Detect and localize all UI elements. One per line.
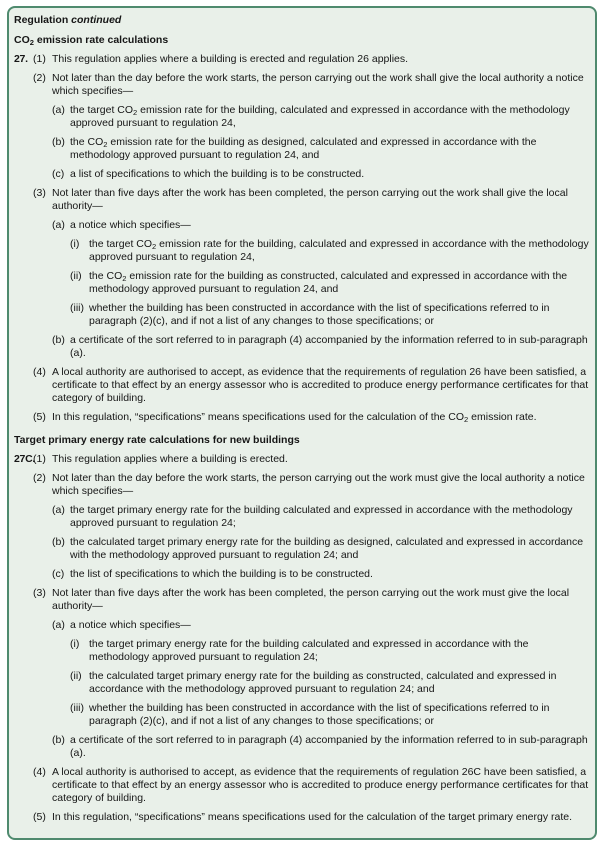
item-marker: (3): [33, 587, 46, 599]
regulation-item: [70, 302, 589, 328]
item-body: [70, 504, 589, 530]
regulation-items: [33, 453, 589, 824]
regulation-item: [52, 168, 589, 181]
item-marker: (2): [33, 472, 46, 484]
subscript: 2: [133, 107, 138, 117]
item-body: [89, 638, 589, 664]
item-text: Not later than the day before the work starts, the person carrying out the work must give the local authority a notice which specifies—: [52, 472, 585, 497]
item-body: [70, 136, 589, 162]
item-text: a list of specifications to which the building is to be constructed.: [70, 168, 365, 180]
regulation-item: [52, 734, 589, 760]
item-body: [70, 104, 589, 130]
item-body: [70, 568, 589, 581]
item-body: [89, 270, 589, 296]
item-row: [33, 811, 589, 824]
item-row: [33, 187, 589, 360]
regulation-item: [52, 219, 589, 328]
item-body: [89, 702, 589, 728]
item-row: [52, 568, 589, 581]
regulation-item: [33, 53, 589, 66]
regulation-item: [52, 334, 589, 360]
item-marker: (5): [33, 411, 46, 423]
item-body: [52, 766, 589, 805]
regulation-item: [33, 187, 589, 360]
regulation-item: [52, 568, 589, 581]
item-body: [52, 411, 589, 424]
item-marker: (a): [52, 619, 65, 631]
item-text: A local authority is authorised to accept, as evidence that the requirements of regulation 26C have been satisfied, a certificate to that effect by an energy assessor who is accredited to produce energy performance certificates for that category of building.: [52, 766, 589, 804]
item-body: [52, 366, 589, 405]
item-text: the target $CO_2$ emission rate for the building, calculated and expressed in accordance with the methodology approved pursuant to regulation 24,: [89, 238, 589, 263]
item-row: [33, 366, 589, 405]
item-marker: (iii): [70, 302, 84, 314]
item-body: [70, 334, 589, 360]
item-text: the calculated target primary energy rate for the building as designed, calculated and expressed in accordance with the methodology approved pursuant to regulation 24; and: [70, 536, 584, 561]
item-text: the calculated target primary energy rate for the building as constructed, calculated and expressed in accordance with the methodology approved pursuant to regulation 24; and: [89, 670, 557, 695]
item-text: Not later than five days after the work has been completed, the person carrying out the work shall give the local authority—: [52, 187, 568, 212]
item-marker: (b): [52, 334, 65, 346]
item-marker: (c): [52, 568, 65, 580]
item-body: [70, 734, 589, 760]
item-text: a certificate of the sort referred to in paragraph (4) accompanied by the information referred to in sub-paragraph (a).: [70, 734, 588, 759]
item-row: [33, 53, 589, 66]
item-marker: (2): [33, 72, 46, 84]
section-body: [14, 53, 589, 424]
item-marker: (b): [52, 136, 65, 148]
regulation-item: [33, 587, 589, 760]
item-body: [52, 453, 589, 466]
item-marker: (5): [33, 811, 46, 823]
item-row: [70, 238, 589, 264]
regulation-item: [33, 366, 589, 405]
item-text: a notice which specifies—: [70, 619, 191, 631]
item-row: [33, 453, 589, 466]
item-marker: (ii): [70, 270, 82, 282]
item-marker: (i): [70, 638, 80, 650]
item-text: a certificate of the sort referred to in paragraph (4) accompanied by the information referred to in sub-paragraph (a).: [70, 334, 588, 359]
item-row: [52, 334, 589, 360]
panel-header-label: Regulation: [14, 14, 69, 26]
item-text: In this regulation, “specifications” means specifications used for the calculation of the target primary energy rate.: [52, 811, 573, 823]
item-marker: (a): [52, 219, 65, 231]
item-text: This regulation applies where a building is erected and regulation 26 applies.: [52, 53, 409, 65]
item-row: [33, 472, 589, 581]
section-heading: Target primary energy rate calculations for new buildings: [14, 434, 300, 446]
item-row: [52, 504, 589, 530]
item-row: [70, 670, 589, 696]
item-row: [70, 270, 589, 296]
regulation-item: [33, 472, 589, 581]
regulation-item: [70, 638, 589, 664]
regulation-panel: [7, 6, 597, 840]
subscript: 2: [152, 241, 157, 251]
regulation-item: [70, 270, 589, 296]
regulation-item: [70, 670, 589, 696]
item-text: This regulation applies where a building is erected.: [52, 453, 288, 465]
item-row: [33, 766, 589, 805]
subscript: 2: [122, 273, 127, 283]
item-row: [52, 536, 589, 562]
section-heading: $CO_2$ emission rate calculations: [14, 34, 169, 47]
item-body: [70, 219, 589, 328]
regulation-item: [33, 811, 589, 824]
item-marker: (1): [33, 53, 46, 65]
item-body: [52, 472, 589, 581]
regulation-item: [52, 104, 589, 130]
item-text: the $CO_2$ emission rate for the building as designed, calculated and expressed in accordance with the methodology approved pursuant to regulation 24, and: [70, 136, 537, 161]
regulation-item: [33, 453, 589, 466]
item-marker: (b): [52, 734, 65, 746]
item-row: [52, 219, 589, 328]
item-body: [52, 811, 589, 824]
item-row: [52, 619, 589, 728]
regulation-item: [52, 136, 589, 162]
item-body: [52, 587, 589, 760]
item-text: whether the building has been constructed in accordance with the list of specifications referred to in paragraph (2)(c), and if not a list of any changes to those specifications; or: [89, 702, 550, 727]
item-text: the list of specifications to which the building is to be constructed.: [70, 568, 373, 580]
item-text: the $CO_2$ emission rate for the building as constructed, calculated and expressed in accordance with the methodology approved pursuant to regulation 24, and: [89, 270, 568, 295]
item-marker: (iii): [70, 702, 84, 714]
item-row: [70, 702, 589, 728]
item-marker: (4): [33, 766, 46, 778]
item-text: In this regulation, “specifications” means specifications used for the calculation of the $CO_2$ emission rate.: [52, 411, 537, 424]
section-body: [14, 453, 589, 824]
item-text: the target primary energy rate for the building calculated and expressed in accordance with the methodology approved pursuant to regulation 24;: [70, 504, 573, 529]
regulation-item: [70, 702, 589, 728]
item-body: [70, 536, 589, 562]
item-marker: (4): [33, 366, 46, 378]
item-row: [33, 587, 589, 760]
item-body: [89, 670, 589, 696]
item-row: [70, 302, 589, 328]
item-body: [89, 302, 589, 328]
item-marker: (1): [33, 453, 46, 465]
item-text: the target $CO_2$ emission rate for the building, calculated and expressed in accordance with the methodology approved pursuant to regulation 24,: [70, 104, 570, 129]
item-marker: (c): [52, 168, 65, 180]
regulation-body: [14, 34, 589, 824]
item-text: Not later than the day before the work starts, the person carrying out the work shall give the local authority a notice which specifies—: [52, 72, 584, 97]
item-row: [52, 734, 589, 760]
regulation-items: [33, 53, 589, 424]
regulation-item: [33, 411, 589, 424]
item-row: [52, 168, 589, 181]
item-row: [33, 411, 589, 424]
subscript: 2: [29, 37, 34, 47]
item-body: [70, 168, 589, 181]
item-marker: (a): [52, 504, 65, 516]
regulation-item: [33, 72, 589, 181]
panel-header: [14, 14, 589, 27]
item-body: [52, 53, 589, 66]
regulation-item: [52, 536, 589, 562]
item-row: [70, 638, 589, 664]
regulation-item: [33, 766, 589, 805]
regulation-number: 27.: [14, 53, 28, 65]
panel-header-continued: continued: [71, 14, 122, 26]
item-row: [33, 72, 589, 181]
item-marker: (a): [52, 104, 65, 116]
item-body: [89, 238, 589, 264]
item-marker: (i): [70, 238, 80, 250]
item-text: A local authority are authorised to accept, as evidence that the requirements of regulation 26 have been satisfied, a certificate to that effect by an energy assessor who is accredited to produce energy performance certificates for that category of building.: [52, 366, 589, 404]
item-text: the target primary energy rate for the building calculated and expressed in accordance with the methodology approved pursuant to regulation 24;: [89, 638, 529, 663]
regulation-item: [52, 504, 589, 530]
item-marker: (3): [33, 187, 46, 199]
subscript: 2: [103, 139, 108, 149]
item-marker: (ii): [70, 670, 82, 682]
subscript: 2: [464, 414, 469, 424]
item-text: Not later than five days after the work has been completed, the person carrying out the work must give the local authority—: [52, 587, 570, 612]
item-row: [52, 104, 589, 130]
regulation-item: [70, 238, 589, 264]
regulation-item: [52, 619, 589, 728]
item-marker: (b): [52, 536, 65, 548]
item-body: [52, 187, 589, 360]
item-body: [70, 619, 589, 728]
item-body: [52, 72, 589, 181]
item-text: a notice which specifies—: [70, 219, 191, 231]
item-text: whether the building has been constructed in accordance with the list of specifications referred to in paragraph (2)(c), and if not a list of any changes to those specifications; or: [89, 302, 550, 327]
item-row: [52, 136, 589, 162]
regulation-number: 27C.: [14, 453, 35, 465]
